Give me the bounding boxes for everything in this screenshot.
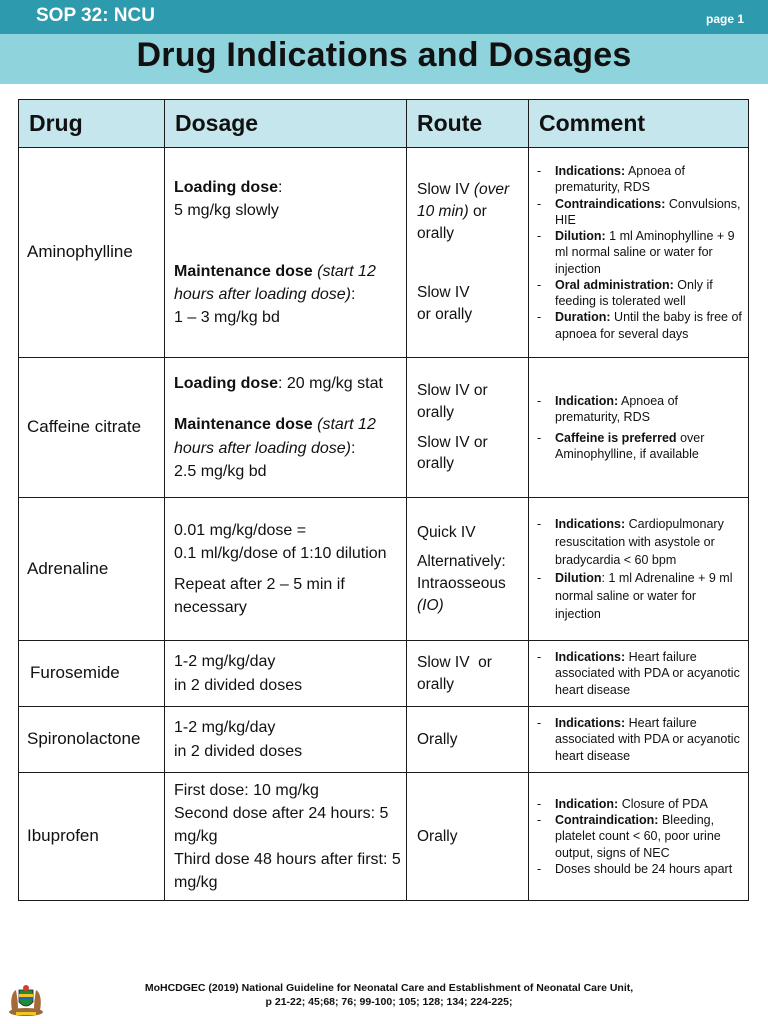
list-item: - Doses should be 24 hours apart xyxy=(537,861,742,877)
route-cell: Orally xyxy=(407,707,529,773)
comment-cell xyxy=(529,773,749,901)
route-cell: Slow IV (over 10 min) or orally Slow IV or orally xyxy=(407,148,529,358)
drug-name: Furosemide xyxy=(19,641,165,707)
drug-name: Aminophylline xyxy=(19,148,165,358)
loading-dose-label: Loading dose xyxy=(174,178,278,196)
route-cell: Quick IV Alternatively: Intraosseous (IO) xyxy=(407,498,529,641)
column-header-dosage: Dosage xyxy=(165,100,407,148)
footer-reference xyxy=(70,982,708,1009)
table-row-furosemide xyxy=(19,641,749,707)
route-cell: Slow IV or orally xyxy=(407,641,529,707)
comment-cell xyxy=(529,707,749,773)
column-header-route: Route xyxy=(407,100,529,148)
maintenance-dose-label: Maintenance dose xyxy=(174,262,313,280)
list-item: - Caffeine is preferred over Aminophylline, if available xyxy=(537,430,742,463)
table-header-row xyxy=(19,100,749,148)
loading-dose-value: 5 mg/kg slowly xyxy=(174,201,279,219)
drug-name: Caffeine citrate xyxy=(19,358,165,498)
list-item: - Indications: Heart failure associated with PDA or acyanotic heart disease xyxy=(537,715,742,764)
route-cell: Slow IV or orally Slow IV or orally xyxy=(407,358,529,498)
dosage-cell: Loading dose: 5 mg/kg slowly Maintenance dose (start 12 hours after loading dose): 1 – 3 mg/kg bd xyxy=(165,148,407,358)
table-row-adrenaline xyxy=(19,498,749,641)
list-item: - Dilution: 1 ml Aminophylline + 9 ml normal saline or water for injection xyxy=(537,228,742,277)
dosage-cell: First dose: 10 mg/kg Second dose after 24 hours: 5 mg/kg Third dose 48 hours after first: 5 mg/kg xyxy=(165,773,407,901)
list-item: - Dilution: 1 ml Adrenaline + 9 ml normal saline or water for injection xyxy=(537,569,742,623)
column-header-comment: Comment xyxy=(529,100,749,148)
page-title: Drug Indications and Dosages xyxy=(136,36,632,74)
comment-cell xyxy=(529,148,749,358)
route-cell: Orally xyxy=(407,773,529,901)
footer-line-1: MoHCDGEC (2019) National Guideline for Neonatal Care and Establishment of Neonatal Care Unit, xyxy=(144,982,634,994)
table-row-spironolactone xyxy=(19,707,749,773)
table-row-caffeine-citrate xyxy=(19,358,749,498)
maintenance-dose-label: Maintenance dose xyxy=(174,416,313,434)
dosage-cell: Loading dose: 20 mg/kg stat Maintenance dose (start 12 hours after loading dose): 2.5 mg/kg bd xyxy=(165,358,407,498)
dosage-cell: 1-2 mg/kg/day in 2 divided doses xyxy=(165,707,407,773)
list-item: - Indications: Heart failure associated with PDA or acyanotic heart disease xyxy=(537,649,742,698)
page-number: page 1 xyxy=(705,12,744,26)
list-item: - Oral administration: Only if feeding is tolerated well xyxy=(537,277,742,310)
table-row-ibuprofen xyxy=(19,773,749,901)
list-item: - Contraindication: Bleeding, platelet count < 60, poor urine output, signs of NEC xyxy=(537,812,742,861)
list-item: - Duration: Until the baby is free of apnoea for several days xyxy=(537,309,742,342)
list-item: - Indication: Apnoea of prematurity, RDS xyxy=(537,393,742,426)
drug-name: Spironolactone xyxy=(19,707,165,773)
column-header-drug: Drug xyxy=(19,100,165,148)
maintenance-dose-value: 1 – 3 mg/kg bd xyxy=(174,309,280,327)
coat-of-arms-icon xyxy=(6,982,46,1018)
loading-dose-label: Loading dose xyxy=(174,375,278,393)
list-item: - Indications: Apnoea of prematurity, RDS xyxy=(537,163,742,196)
list-item: - Indication: Closure of PDA xyxy=(537,796,742,812)
dosage-cell: 0.01 mg/kg/dose = 0.1 ml/kg/dose of 1:10 dilution Repeat after 2 – 5 min if necessary xyxy=(165,498,407,641)
comment-cell xyxy=(529,641,749,707)
list-item: - Contraindications: Convulsions, HIE xyxy=(537,196,742,229)
comment-cell xyxy=(529,498,749,641)
comment-cell xyxy=(529,358,749,498)
drug-name: Adrenaline xyxy=(19,498,165,641)
drug-table xyxy=(18,99,749,901)
sop-label: SOP 32: NCU xyxy=(36,5,155,26)
list-item: - Indications: Cardiopulmonary resuscitation with asystole or bradycardia < 60 bpm xyxy=(537,515,742,569)
table-row-aminophylline xyxy=(19,148,749,358)
footer-line-2: p 21-22; 45;68; 76; 99-100; 105; 128; 134; 224-225; xyxy=(265,995,513,1008)
maintenance-dose-note: (start 12 hours after loading dose) xyxy=(174,262,376,304)
drug-name: Ibuprofen xyxy=(19,773,165,901)
dosage-cell: 1-2 mg/kg/day in 2 divided doses xyxy=(165,641,407,707)
